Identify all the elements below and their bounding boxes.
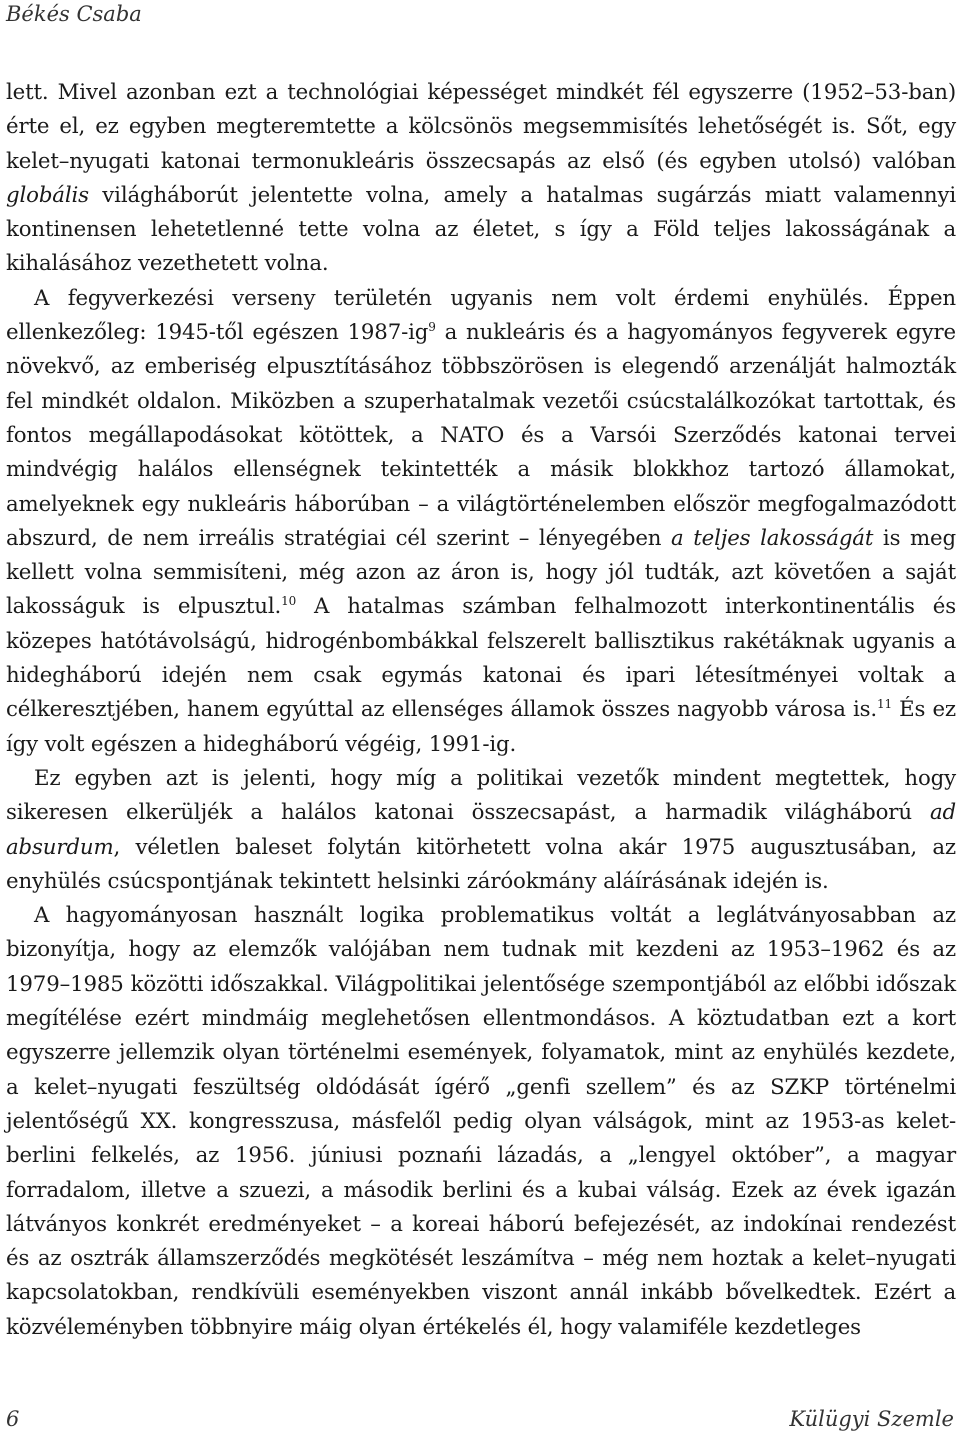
text-run: , véletlen baleset folytán kitörhetett volna akár 1975 augusztusában, az enyhülés csúcspontjának tekintett helsinki záróokmány aláírásának idején is. [6, 834, 956, 894]
text-run: A hagyományosan használt logika problematikus voltát a leglátványosabban az bizonyítja, hogy az elemzők valójában nem tudnak mit kezdeni az 1953–1962 és az 1979–1985 közötti időszakkal. Világpolitikai jelentősége szempontjából az előbbi időszak megítélése ezért mindmáig meglehetősen ellentmondásos. A köztudatban ezt a kort egyszerre jellemzik olyan történelmi események, folyamatok, mint az enyhülés kezdete, a kelet–nyugati feszültség oldódását ígérő „genfi szellem” és az SZKP történelmi jelentőségű XX. kongresszusa, másfelől pedig olyan válságok, mint az 1953-as kelet-berlini felkelés, az 1956. júniusi poznańi lázadás, a „lengyel október”, a magyar forradalom, illetve a szuezi, a második berlini és a kubai válság. Ezek az évek igazán látványos konkrét eredményeket – a koreai háború befejezését, az indokínai rendezést és az osztrák államszerződés megkötését leszámítva – még nem hoztak a kelet–nyugati kapcsolatokban, rendkívüli eseményekben viszont annál inkább bővelkedtek. Ezért a közvéleményben többnyire máig olyan értékelés él, hogy valamiféle kezdetleges [6, 903, 956, 1340]
paragraph [6, 899, 956, 1345]
footnote-marker: 11 [877, 697, 893, 712]
text-run: lett. Mivel azonban ezt a technológiai képességet mindkét fél egyszerre (1952–53-ban) érte el, ez egyben megteremtette a kölcsönös megsemmisítés lehetőségét is. Sőt, egy kelet–nyugati katonai termonukleáris összecsapás az első (és egyben utolsó) valóban [6, 80, 956, 174]
paragraph [6, 762, 956, 899]
text-run: És ez így volt egészen a hidegháború végéig, 1991-ig. [6, 697, 956, 757]
text-run: Ez egyben azt is jelenti, hogy míg a politikai vezetők mindent megtettek, hogy sikeresen elkerüljék a halálos katonai összecsapást, a harmadik világháború [6, 765, 956, 826]
italic-text: a teljes lakosságát [671, 525, 874, 551]
italic-text: globális [6, 182, 89, 208]
text-run: A hatalmas számban felhalmozott interkontinentális és közepes hatótávolságú, hidrogénbombákkal felszerelt ballisztikus rakétáknak ugyanis a hidegháború idején nem csak egymás katonai és ipari létesítményei voltak a célkeresztjében, hanem egyúttal az ellenséges államok összes nagyobb városa is. [6, 594, 957, 723]
italic-text: ad absurdum [6, 800, 956, 860]
text-run: A fegyverkezési verseny területén ugyanis nem volt érdemi enyhülés. Éppen ellenkezőleg: 1945-től egészen 1987-ig [6, 285, 956, 346]
footnote-marker: 9 [428, 319, 436, 334]
paragraph [6, 282, 956, 762]
body-text [6, 76, 956, 1345]
page-number: 6 [6, 1407, 20, 1431]
running-head-author: Békés Csaba [6, 2, 142, 26]
footnote-marker: 10 [281, 594, 297, 609]
text-run: a nukleáris és a hagyományos fegyverek egyre növekvő, az emberiség elpusztításához többszörösen is elegendő arzenálját halmozták fel mindkét oldalon. Miközben a szuperhatalmak vezetői csúcstalálkozókat tartottak, és fontos megállapodásokat kötöttek, a NATO és a Varsói Szerződés katonai tervei mindvégig halálos ellenségnek tekintették a másik blokkhoz tartozó államokat, amelyeknek egy nukleáris háborúban – a világtörténelemben először megfogalmazódott abszurd, de nem irreális stratégiai cél szerint – lényegében [6, 320, 957, 551]
journal-title: Külügyi Szemle [789, 1407, 954, 1431]
text-run: világháborút jelentette volna, amely a hatalmas sugárzás miatt valamennyi kontinensen lehetetlenné tette volna az életet, s így a Föld teljes lakosságának a kihalásához vezethetett volna. [6, 182, 956, 277]
text-run: is meg kellett volna semmisíteni, még azon az áron is, hogy jól tudták, azt követően a saját lakosságuk is elpusztul. [6, 525, 956, 620]
paragraph [6, 76, 956, 282]
